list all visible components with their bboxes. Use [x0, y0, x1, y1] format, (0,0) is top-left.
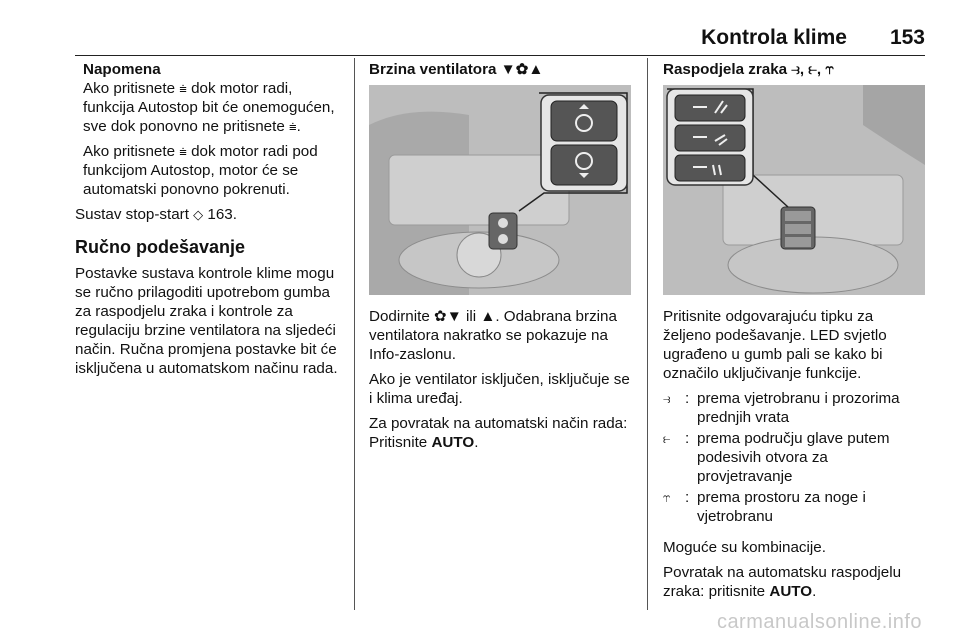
air-distribution-illustration: [663, 85, 925, 295]
fan-speed-paragraph-2: Ako je ventilator isključen, isključuje se i klima uređaj.: [369, 371, 630, 407]
note-paragraph-2: Ako pritisnete ⩧ dok motor radi pod funkcijom Autostop, motor će se automatski ponovno pokrenuti.: [83, 143, 318, 198]
air-distribution-paragraph-3: Povratak na automatsku raspodjelu zraka: pritisnite AUTO.: [663, 564, 902, 600]
watermark: carmanualsonline.info: [716, 611, 922, 633]
air-distribution-paragraph-2: Moguće su kombinacije.: [663, 539, 826, 556]
engine-icon: ⩧: [179, 144, 187, 159]
engine-icon: ⩧: [289, 119, 297, 134]
column-3: [663, 60, 925, 607]
air-distribution-list: [663, 389, 925, 526]
cross-reference: Sustav stop-start ◇ 163.: [75, 206, 237, 223]
section-heading-manual: Ručno podešavanje: [75, 237, 246, 257]
list-item: ⥽ : prema vjetrobranu i prozorima prednjih vrata: [663, 390, 900, 426]
list-item: ⥼ : prema području glave putem podesivih otvora za provjetravanje: [663, 430, 890, 485]
column-divider-1: [354, 58, 355, 610]
air-distribution-heading: Raspodjela zraka ⥽, ⥼, ⥾: [663, 61, 834, 78]
page-reference-icon: ◇: [193, 207, 204, 222]
auto-label: AUTO: [769, 583, 813, 600]
engine-icon: ⩧: [179, 81, 187, 96]
fan-speed-paragraph-3: Za povratak na automatski način rada: Pritisnite AUTO.: [369, 415, 628, 451]
windscreen-airflow-icon: ⥽: [663, 391, 671, 406]
header-rule: [75, 55, 925, 56]
page-header: [75, 26, 925, 52]
manual-body: Postavke sustava kontrole klime mogu se ručno prilagoditi upotrebom gumba za raspodjelu zraka i kontrole za regulaciju brzine ventilatora na sljedeći način. Ručna promjena postavke bit će isključena u automatskom načinu rada.: [75, 265, 338, 377]
column-1: [75, 60, 345, 384]
auto-label: AUTO: [431, 434, 475, 451]
list-item: ⥾ : prema prostoru za noge i vjetrobranu: [663, 489, 866, 525]
fan-speed-paragraph-1: Dodirnite ✿▼ ili ▲. Odabrana brzina ventilatora nakratko se pokazuje na Info-zaslonu.: [369, 308, 617, 363]
column-divider-2: [647, 58, 648, 610]
head-airflow-icon: ⥼: [663, 431, 671, 446]
air-distribution-paragraph-1: Pritisnite odgovarajuću tipku za željeno podešavanje. LED svjetlo ugrađeno u gumb pali se kako bi označilo uključivanje funkcije.: [663, 308, 887, 382]
note-title: Napomena: [83, 61, 161, 78]
fan-speed-heading: Brzina ventilatora ▼✿▲: [369, 61, 544, 78]
fan-speed-illustration: [369, 85, 631, 295]
page-title: Kontrola klime: [701, 26, 847, 49]
page-number: 153: [889, 26, 925, 49]
column-2: [369, 60, 631, 458]
note-box: [75, 60, 345, 199]
footwell-airflow-icon: ⥾: [663, 490, 671, 505]
note-paragraph-1: Ako pritisnete ⩧ dok motor radi, funkcija Autostop bit će onemogućen, sve dok ponovno ne pritisnete ⩧.: [83, 80, 335, 135]
